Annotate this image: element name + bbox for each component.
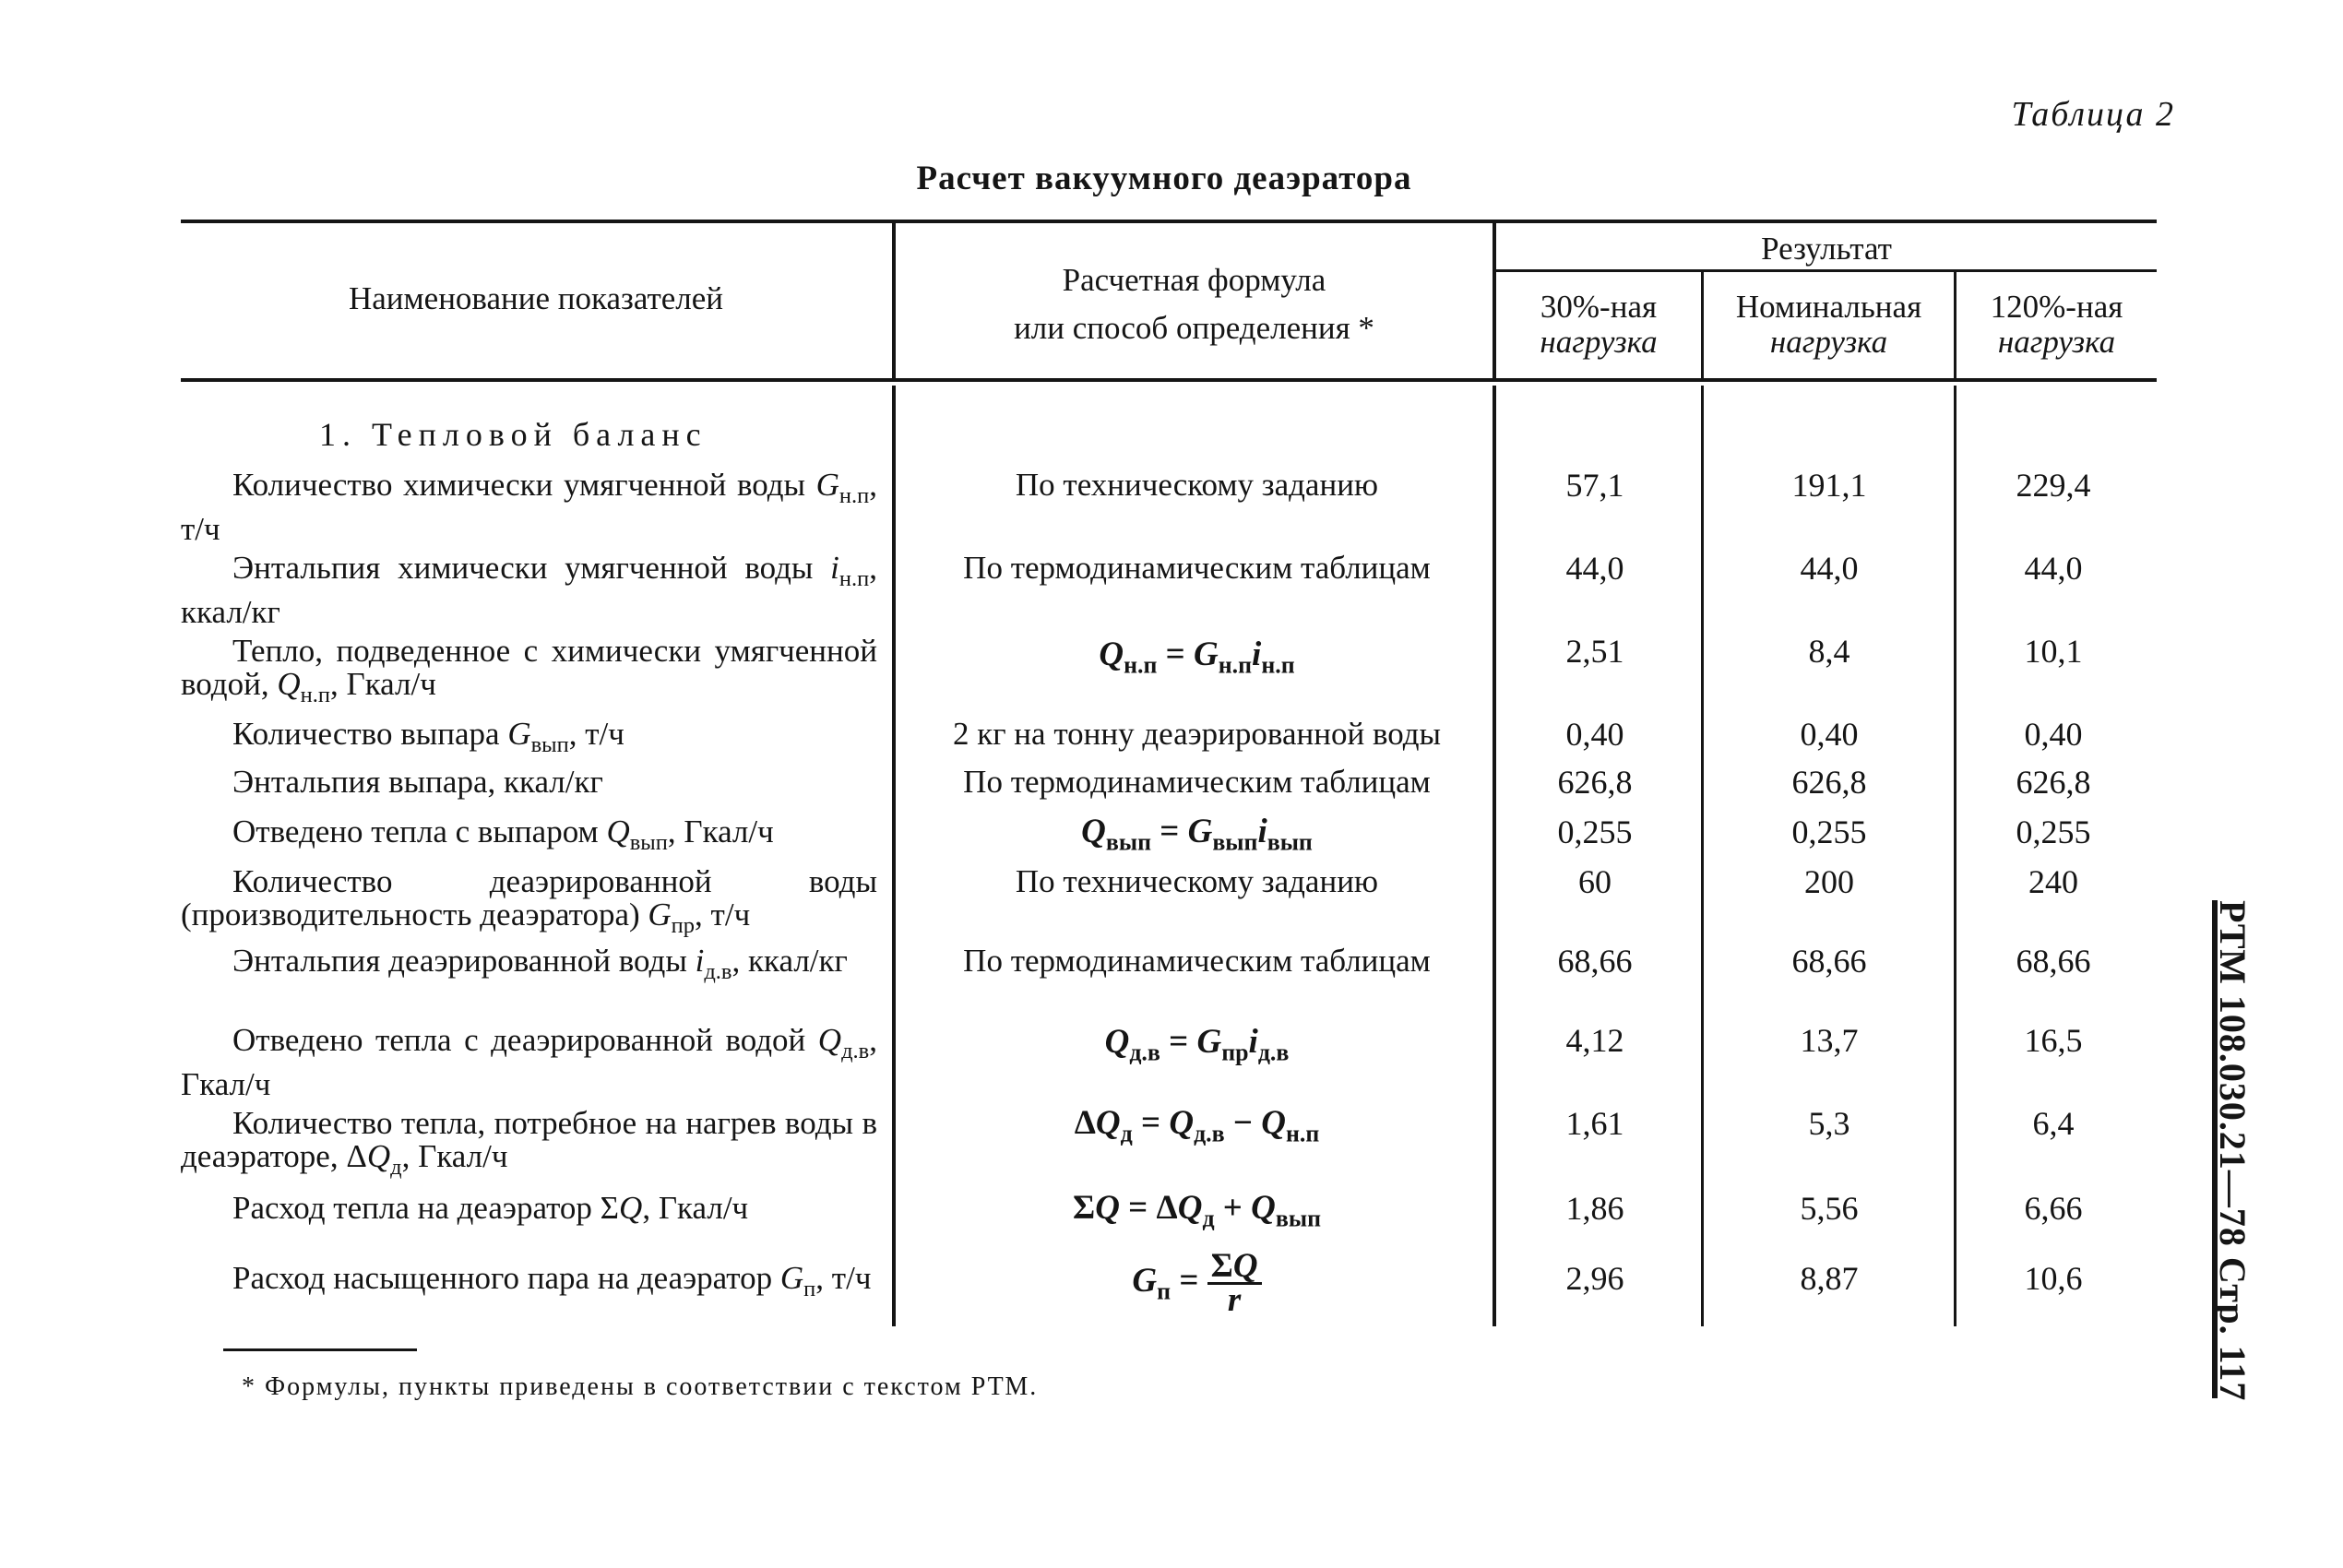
row-3-v3: 10,1 [2024, 633, 2083, 670]
row-11-name: Расход тепла на деаэратор ΣQ, Гкал/ч [232, 1190, 749, 1226]
footnote-rule [223, 1348, 417, 1351]
row-12-v1: 2,96 [1565, 1260, 1624, 1297]
row-8-v2: 68,66 [1791, 943, 1867, 980]
row-6-v2: 0,255 [1791, 814, 1867, 850]
body-divider-3 [1701, 386, 1704, 1326]
header-sub-120-b: нагрузка [1997, 324, 2116, 360]
row-4-v2: 0,40 [1800, 716, 1859, 753]
row-3-v1: 2,51 [1565, 633, 1624, 670]
row-7-v3: 240 [2028, 863, 2078, 900]
header-col-result: Результат [1761, 231, 1892, 267]
row-5-formula: По термодинамическим таблицам [963, 764, 1431, 800]
header-sub-30-a: 30%-ная [1540, 289, 1658, 325]
row-9-v2: 13,7 [1800, 1022, 1859, 1059]
row-12-v2: 8,87 [1800, 1260, 1859, 1297]
row-12-v3: 10,6 [2024, 1260, 2083, 1297]
row-5-name: Энтальпия выпара, ккал/кг [232, 764, 603, 800]
row-3-formula: $Q_{н.п} = G_{н.п}i_{н.п}$ [1099, 636, 1295, 679]
row-2-name: Энтальпия химически умягченной воды $i_{н.п}$, ккал/кг [181, 550, 877, 630]
side-running-header-text: РТМ 108.030.21—78 Стр. 117 [2212, 900, 2254, 1402]
row-1-name: Количество химически умягченной воды $G_{н.п}$, т/ч [181, 467, 877, 547]
row-3-v2: 8,4 [1808, 633, 1850, 670]
row-9-v1: 4,12 [1565, 1022, 1624, 1059]
header-sub-120-a: 120%-ная [1990, 289, 2123, 325]
row-6-formula: $Q_{вып} = G_{вып}i_{вып}$ [1081, 813, 1313, 856]
row-1-v1: 57,1 [1565, 467, 1624, 504]
header-sub-30 [1496, 290, 1701, 360]
row-7-formula: По техническому заданию [1015, 863, 1379, 899]
row-8-v1: 68,66 [1557, 943, 1633, 980]
header-bottom-rule [181, 378, 2157, 382]
header-col-formula-line1: Расчетная формула [1062, 262, 1326, 298]
row-1-formula: По техническому заданию [1015, 467, 1379, 503]
row-12-name: Расход насыщенного пара на деаэратор $G_п$, т/ч [232, 1260, 872, 1301]
row-8-formula: По термодинамическим таблицам [963, 943, 1431, 979]
row-1-v3: 229,4 [2016, 467, 2091, 504]
row-11-v3: 6,66 [2024, 1190, 2083, 1227]
row-11-formula: $\Sigma Q = \Delta Q_д + Q_{вып}$ [1072, 1189, 1321, 1232]
table-caption: Расчет вакуумного деаэратора [916, 160, 1412, 197]
header-sub-30-b: нагрузка [1540, 324, 1658, 360]
row-2-v1: 44,0 [1565, 550, 1624, 587]
footnote: * Формулы, пункты приведены в соответствии с текстом РТМ. [242, 1372, 1039, 1401]
row-12-formula: $G_п$ = $\frac{\Sigma Q}{r}$ [899, 1251, 1494, 1316]
row-5-v2: 626,8 [1791, 764, 1867, 801]
row-4-v1: 0,40 [1565, 716, 1624, 753]
body-divider-4 [1954, 386, 1956, 1326]
row-3-name: Тепло, подведенное с химически умягченной водой, $Q_{н.п}$, Гкал/ч [181, 633, 877, 707]
row-6-v3: 0,255 [2016, 814, 2091, 850]
row-9-v3: 16,5 [2024, 1022, 2083, 1059]
row-7-v1: 60 [1578, 863, 1612, 900]
result-header-rule [1494, 269, 2157, 272]
side-running-header [2212, 900, 2267, 1402]
row-4-formula: 2 кг на тонну деаэрированной воды [952, 716, 1442, 752]
header-sub-nominal-b: нагрузка [1769, 324, 1888, 360]
row-11-v2: 5,56 [1800, 1190, 1859, 1227]
table-top-rule [181, 220, 2157, 223]
header-sub-nominal-a: Номинальная [1735, 289, 1922, 325]
row-6-v1: 0,255 [1557, 814, 1633, 850]
row-10-v2: 5,3 [1808, 1105, 1850, 1142]
row-4-name: Количество выпара $G_{вып}$, т/ч [232, 716, 624, 757]
header-col-formula [896, 256, 1493, 352]
row-8-name: Энтальпия деаэрированной воды $i_{д.в}$, ккал/кг [232, 943, 848, 984]
row-4-v3: 0,40 [2024, 716, 2083, 753]
row-1-v2: 191,1 [1791, 467, 1867, 504]
section-title: 1. Тепловой баланс [319, 416, 708, 453]
header-col-formula-line2: или способ определения * [1014, 310, 1374, 346]
row-10-formula: $\Delta Q_д = Q_{д.в} - Q_{н.п}$ [1074, 1104, 1320, 1147]
row-5-v3: 626,8 [2016, 764, 2091, 801]
row-2-formula: По термодинамическим таблицам [963, 550, 1431, 586]
body-divider-1 [892, 386, 896, 1326]
header-sub-nominal [1704, 290, 1954, 360]
row-2-v3: 44,0 [2024, 550, 2083, 587]
row-7-v2: 200 [1804, 863, 1854, 900]
header-col-name: Наименование показателей [348, 280, 724, 316]
table-label: Таблица 2 [2011, 95, 2175, 134]
row-2-v2: 44,0 [1800, 550, 1859, 587]
row-7-name: Количество деаэрированной воды (производительность деаэратора) $G_{пр}$, т/ч [181, 863, 877, 938]
row-11-v1: 1,86 [1565, 1190, 1624, 1227]
row-8-v3: 68,66 [2016, 943, 2091, 980]
row-6-name: Отведено тепла с выпаром $Q_{вып}$, Гкал/ч [232, 814, 774, 855]
row-10-v1: 1,61 [1565, 1105, 1624, 1142]
header-sub-120 [1956, 290, 2157, 360]
row-9-formula: $Q_{д.в} = G_{пр}i_{д.в}$ [1104, 1023, 1290, 1066]
row-5-v1: 626,8 [1557, 764, 1633, 801]
row-10-v3: 6,4 [2032, 1105, 2075, 1142]
row-9-name: Отведено тепла с деаэрированной водой $Q_{д.в}$, Гкал/ч [181, 1022, 877, 1102]
row-10-name: Количество тепла, потребное на нагрев воды в деаэраторе, $\Delta Q_д$, Гкал/ч [181, 1105, 877, 1180]
